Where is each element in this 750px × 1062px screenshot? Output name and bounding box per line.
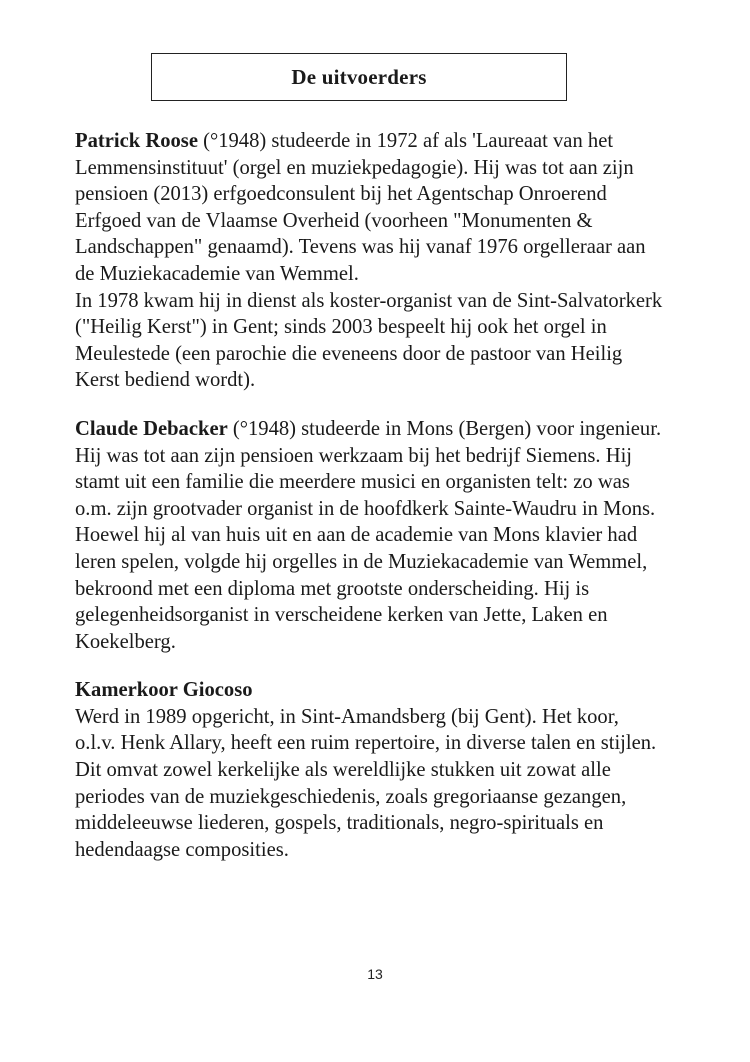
text-line: bekroond met een diploma met grootste onderscheiding. Hij is — [75, 577, 590, 600]
section-patrick-roose — [75, 128, 710, 394]
text-line: Hij was tot aan zijn pensioen werkzaam bij het bedrijf Siemens. Hij — [75, 444, 633, 467]
paragraph — [75, 416, 710, 655]
text-line: Meulestede (een parochie die eveneens door de pastoor van Heilig — [75, 342, 623, 365]
text-line: o.m. zijn grootvader organist in de hoofdkerk Sainte-Waudru in Mons. — [75, 497, 656, 520]
text-line-segment: (°1948) studeerde in Mons (Bergen) voor ingenieur. — [227, 417, 662, 440]
text-line: pensioen (2013) erfgoedconsulent bij het Agentschap Onroerend — [75, 183, 607, 206]
text-line: periodes van de muziekgeschiedenis, zoals gregoriaanse gezangen, — [75, 785, 627, 808]
page-number: 13 — [367, 966, 383, 982]
performer-name: Patrick Roose — [75, 130, 198, 152]
text-line: o.l.v. Henk Allary, heeft een ruim repertoire, in diverse talen en stijlen. — [75, 732, 657, 755]
text-line: In 1978 kwam hij in dienst als koster-organist van de Sint-Salvatorkerk — [75, 289, 663, 312]
text-line: hedendaagse composities. — [75, 838, 289, 861]
text-line — [75, 416, 710, 443]
text-line: Erfgoed van de Vlaamse Overheid (voorheen "Monumenten & — [75, 209, 593, 232]
text-line: Dit omvat zowel kerkelijke als wereldlijke stukken uit zowat alle — [75, 759, 611, 782]
text-line: Koekelberg. — [75, 630, 176, 653]
text-line: Hoewel hij al van huis uit en aan de academie van Mons klavier had — [75, 524, 638, 547]
text-line: gelegenheidsorganist in verscheidene kerken van Jette, Laken en — [75, 604, 608, 627]
text-line: Kerst bediend wordt). — [75, 369, 256, 392]
section-kamerkoor-giocoso — [75, 677, 710, 863]
text-line: Werd in 1989 opgericht, in Sint-Amandsberg (bij Gent). Het koor, — [75, 705, 619, 728]
performer-name: Claude Debacker — [75, 417, 228, 440]
document-body — [75, 128, 710, 885]
text-line: leren spelen, volgde hij orgelles in de Muziekacademie van Wemmel, — [75, 550, 648, 573]
text-line-segment: (°1948) studeerde in 1972 af als 'Laureaat van het — [197, 130, 614, 152]
text-line: Lemmensinstituut' (orgel en muziekpedagogie). Hij was tot aan zijn — [75, 156, 634, 179]
text-line: Landschappen" genaamd). Tevens was hij vanaf 1976 orgelleraar aan — [75, 236, 646, 259]
paragraph — [75, 677, 710, 863]
section-claude-debacker — [75, 416, 710, 655]
paragraph — [75, 128, 710, 394]
text-line — [75, 128, 710, 155]
text-line: stamt uit een familie die meerdere musici en organisten telt: zo was — [75, 471, 630, 494]
page-title: De uitvoerders — [291, 64, 427, 89]
performer-name: Kamerkoor Giocoso — [75, 679, 253, 702]
title-box — [151, 53, 567, 101]
text-line: middeleeuwse liederen, gospels, traditionals, negro-spirituals en — [75, 812, 604, 835]
text-line: de Muziekacademie van Wemmel. — [75, 262, 359, 285]
text-line: ("Heilig Kerst") in Gent; sinds 2003 bespeelt hij ook het orgel in — [75, 316, 607, 339]
